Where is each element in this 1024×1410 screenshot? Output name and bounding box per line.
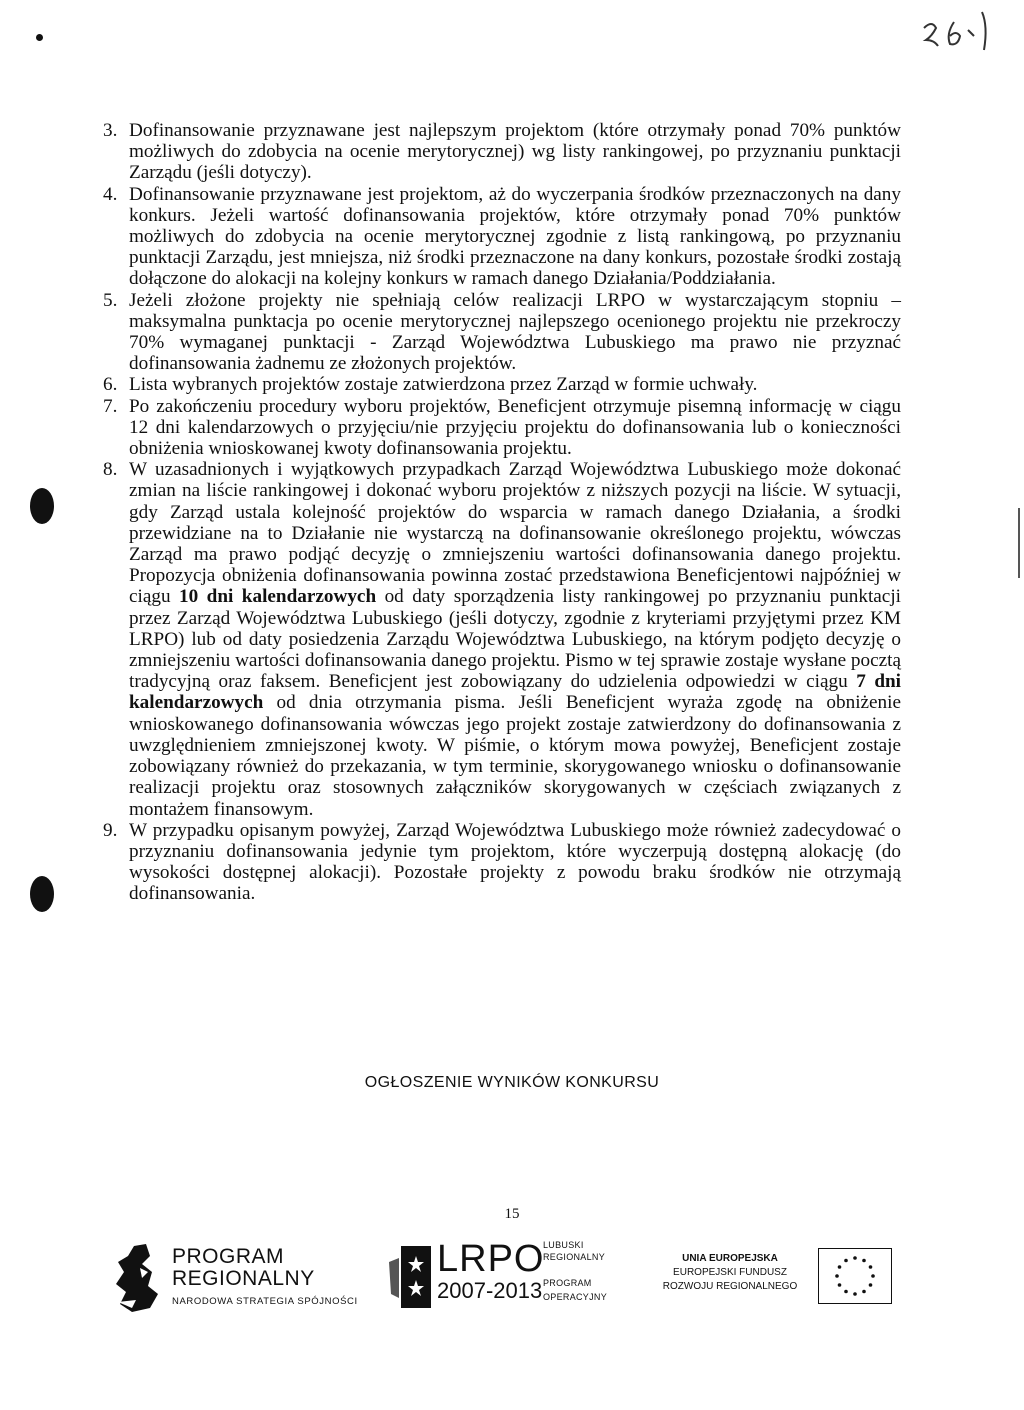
lrpo-emblem-icon xyxy=(385,1242,433,1314)
item-number: 6. xyxy=(103,374,118,396)
procedure-list xyxy=(103,120,901,905)
item-number: 5. xyxy=(103,289,118,311)
lrpo-acronym: LRPO xyxy=(437,1238,545,1280)
item-text: Po zakończeniu procedury wyboru projektów, Beneficjent otrzymuje pisemną informację w ciągu 12 dni kalendarzowych o przyjęciu/nie przyjęciu projektu do dofinansowania lub o konieczności obniżenia wnioskowanej kwoty dofinansowania projektu. xyxy=(129,395,901,460)
item-text-part: od daty sporządzenia listy rankingowej po przyznaniu punktacji przez Zarząd Województwa Lubuskiego (jeśli dotyczy, zgodnie z kryteriami przyjętymi przez KM LRPO) lub od daty posiedzenia Zarządu Województwa Lubuskiego, na którym podjęto decyzję o zmniejszeniu wartości dofinansowania danego projektu. Pismo w tej sprawie zostaje wysłane pocztą tradycyjną oraz faksem. Beneficjent jest zobowiązany do udzielenia odpowiedzi w ciągu xyxy=(129,586,901,693)
list-item xyxy=(103,374,901,395)
item-text: Dofinansowanie przyznawane jest najlepszym projektom (które otrzymały ponad 70% punktów możliwych do zdobycia na ocenie merytorycznej) wg listy rankingowej, po przyznaniu punktacji Zarządu (jeśli dotyczy). xyxy=(129,120,901,184)
deadline-emphasis: 10 dni kalendarzowych xyxy=(179,586,377,608)
lrpo-logo xyxy=(385,1238,625,1318)
program-regionalny-text xyxy=(172,1246,358,1307)
punch-hole-lower xyxy=(30,876,54,912)
item-text-part: od dnia otrzymania pisma. Jeśli Beneficjent wyraża zgodę na obniżenie wnioskowanego dofinansowania wówczas jego projekt zostaje zatwierdzony do dofinansowania z uwzględnieniem zmniejszonej kwoty. W piśmie, o którym mowa powyżej, Beneficjent zostaje zobowiązany również do przekazania, w tym terminie, skorygowanego wniosku o dofinansowanie realizacji projektu oraz stosownych załączników skorygowanych w częściach związanych z montażem finansowym. xyxy=(129,692,901,820)
list-item xyxy=(103,290,901,375)
scan-dot xyxy=(36,34,43,41)
lrpo-label: PROGRAM xyxy=(543,1278,592,1288)
region-map-icon xyxy=(112,1242,164,1314)
item-number: 4. xyxy=(103,183,118,205)
list-item xyxy=(103,184,901,290)
punch-hole-upper xyxy=(30,488,54,524)
logo-text-line: ROZWOJU REGIONALNEGO xyxy=(662,1281,798,1292)
list-item xyxy=(103,120,901,184)
lrpo-label: OPERACYJNY xyxy=(543,1292,608,1302)
item-number: 3. xyxy=(103,120,118,141)
item-text: Jeżeli złożone projekty nie spełniają celów realizacji LRPO w wystarczającym stopniu – maksymalna punktacja po ocenie merytorycznej najlepszego ocenionego projektu nie przekroczy 70% wymaganej punktacji - Zarząd Województwa Lubuskiego ma prawo nie przyznać dofinansowania żadnemu ze złożonych projektów. xyxy=(129,289,901,375)
section-heading: OGŁOSZENIE WYNIKÓW KONKURSU xyxy=(364,1074,660,1091)
eu-logo xyxy=(650,1248,900,1318)
logo-text-line: PROGRAM xyxy=(172,1245,285,1268)
item-text: Dofinansowanie przyznawane jest projektom, aż do wyczerpania środków przeznaczonych na dany konkurs. Jeżeli wartość dofinansowania projektów, które otrzymały ponad 70% punktów możliwych do zdobycia na ocenie merytorycznej zgodnie z listą rankingową, po przyznaniu punktacji Zarządu, jest mniejsza, niż środki przeznaczone na dany konkurs, pozostałe środki zostają dołączone do alokacji na kolejny konkurs w ramach danego Działania/Poddziałania. xyxy=(129,183,901,290)
item-text-part: W uzasadnionych i wyjątkowych przypadkach Zarząd Województwa Lubuskiego może dokonać zmian na liście rankingowej i dokonać wyboru projektów z niższych pozycji na liście. W sytuacji, gdy Zarząd ustala kolejność projektów do wsparcia w ramach danego Działania, a środki przewidziane na to Działanie nie wystarczą na dofinansowanie określonego projektu, wówczas Zarząd ma prawo podjąć decyzję o zmniejszeniu wartości dofinansowania danego projektu. Propozycja obniżenia dofinansowania powinna zostać przedstawiona Beneficjentowi najpóźniej w ciągu xyxy=(129,459,901,608)
logo-text-line: NARODOWA STRATEGIA SPÓJNOŚCI xyxy=(172,1296,358,1307)
lrpo-label: REGIONALNY xyxy=(543,1252,606,1262)
scan-edge-mark xyxy=(1018,508,1020,578)
handwritten-page-mark xyxy=(918,6,998,56)
item-number: 9. xyxy=(103,819,118,841)
eu-flag-icon xyxy=(818,1248,892,1304)
list-item xyxy=(103,820,901,905)
program-regionalny-logo xyxy=(112,1240,382,1318)
deadline-emphasis: 7 dni kalendarzowych xyxy=(129,671,901,714)
logo-text-line: EUROPEJSKI FUNDUSZ xyxy=(673,1267,787,1278)
item-number: 7. xyxy=(103,395,118,417)
item-number: 8. xyxy=(103,459,118,481)
page-number: 15 xyxy=(504,1206,520,1222)
item-text: Lista wybranych projektów zostaje zatwierdzona przez Zarząd w formie uchwały. xyxy=(129,374,758,396)
lrpo-years: 2007-2013 xyxy=(437,1278,543,1303)
logo-text-line: UNIA EUROPEJSKA xyxy=(682,1253,778,1264)
lrpo-label: LUBUSKI xyxy=(543,1240,584,1250)
logo-text-line: REGIONALNY xyxy=(172,1267,315,1290)
eu-text xyxy=(650,1252,810,1294)
list-item xyxy=(103,459,901,819)
item-text: W przypadku opisanym powyżej, Zarząd Województwa Lubuskiego może również zadecydować o przyznaniu dofinansowania jedynie tym projektom, które wyczerpują dostępną alokację (do wysokości dostępnej alokacji). Pozostałe projekty z powodu braku środków nie otrzymają dofinansowania. xyxy=(129,819,901,905)
list-item xyxy=(103,396,901,460)
